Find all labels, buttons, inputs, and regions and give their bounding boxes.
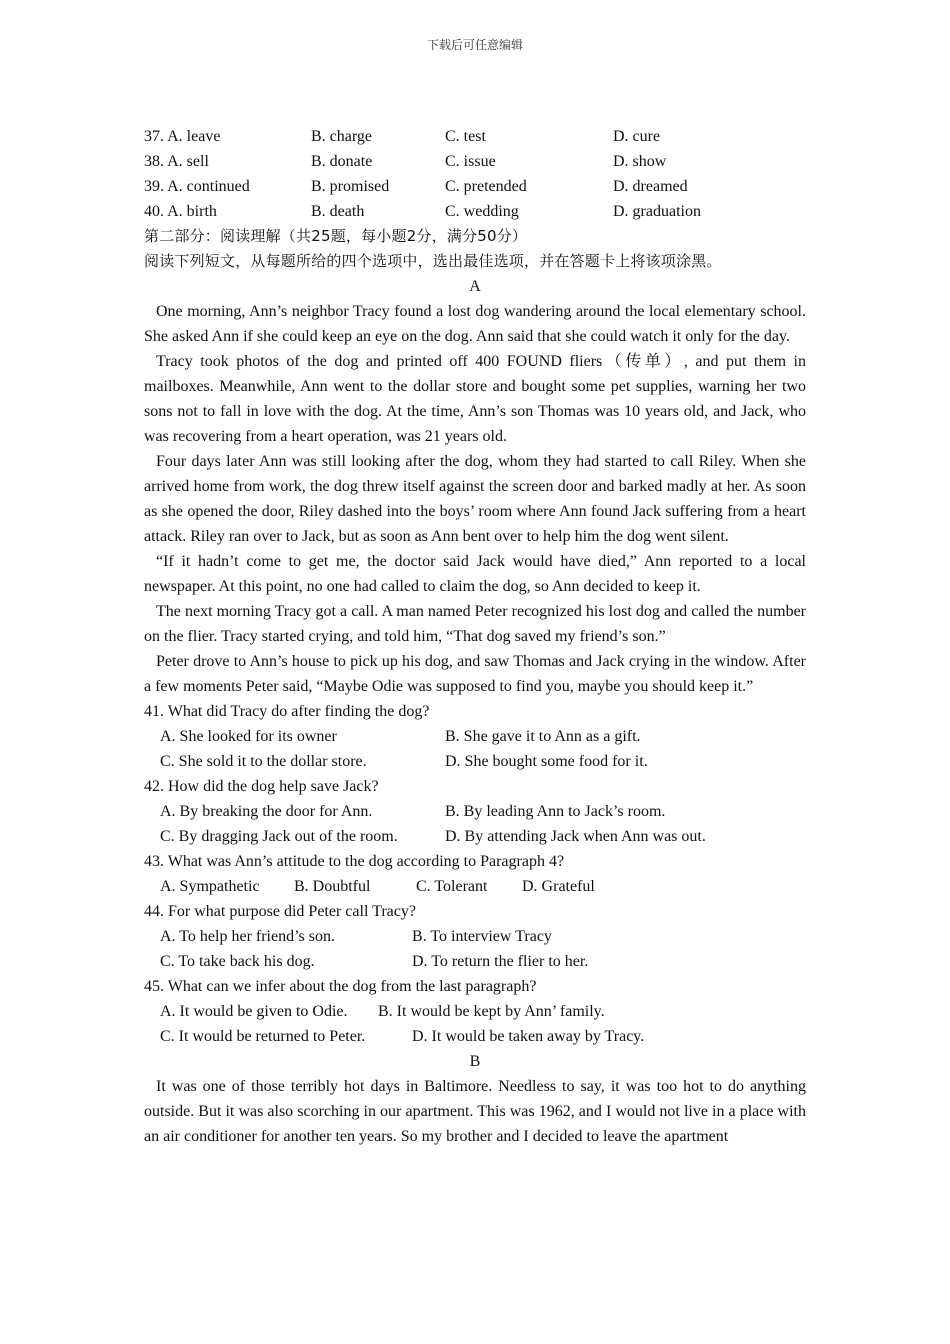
choice: C. It would be returned to Peter. bbox=[160, 1028, 366, 1045]
choice-row bbox=[144, 799, 806, 824]
choice: A. It would be given to Odie. bbox=[160, 1003, 348, 1020]
question-41 bbox=[144, 699, 806, 774]
instruction: 阅读下列短文，从每题所给的四个选项中，选出最佳选项，并在答题卡上将该项涂黑。 bbox=[144, 252, 722, 270]
question-stem: 42. How did the dog help save Jack? bbox=[144, 778, 379, 795]
choice: C. By dragging Jack out of the room. bbox=[160, 828, 398, 845]
option-a: 38. A. sell bbox=[144, 153, 209, 170]
choice: B. She gave it to Ann as a gift. bbox=[445, 728, 641, 745]
choice: D. By attending Jack when Ann was out. bbox=[445, 828, 706, 845]
choice-row bbox=[144, 824, 806, 849]
passage-paragraph: “If it hadn’t come to get me, the doctor said Jack would have died,” Ann reported to a local newspaper. At this point, no one had called to claim the dog, so Ann decided to keep it. bbox=[144, 553, 806, 595]
section-title: 第二部分：阅读理解（共25题，每小题2分，满分50分） bbox=[144, 227, 528, 245]
choice: A. Sympathetic bbox=[160, 878, 260, 895]
option-c: C. wedding bbox=[445, 203, 519, 220]
passage-paragraph: Tracy took photos of the dog and printed off 400 FOUND fliers（传单）, and put them in mailboxes. Meanwhile, Ann went to the dollar store and bought some pet supplies, warning her two sons not to fall in love with the dog. At the time, Ann’s son Thomas was 10 years old, and Jack, who was recovering from a heart operation, was 21 years old. bbox=[144, 353, 806, 445]
question-stem: 41. What did Tracy do after finding the dog? bbox=[144, 703, 430, 720]
option-row-39 bbox=[144, 174, 806, 199]
choice-row bbox=[144, 874, 806, 899]
choice: B. By leading Ann to Jack’s room. bbox=[445, 803, 666, 820]
passage-paragraph: Four days later Ann was still looking after the dog, whom they had started to call Riley. When she arrived home from work, the dog threw itself against the screen door and barked madly at her. As soon as she opened the door, Riley dashed into the boys’ room where Ann found Jack suffering from a heart attack. Riley ran over to Jack, but as soon as Ann bent over to help him the dog went silent. bbox=[144, 453, 806, 545]
question-stem: 44. For what purpose did Peter call Tracy? bbox=[144, 903, 416, 920]
passage-a-label: A bbox=[469, 278, 481, 295]
option-b: B. donate bbox=[311, 153, 373, 170]
choice: D. She bought some food for it. bbox=[445, 753, 648, 770]
question-42 bbox=[144, 774, 806, 849]
option-c: C. pretended bbox=[445, 178, 527, 195]
choice-row bbox=[144, 999, 806, 1024]
choice: B. To interview Tracy bbox=[412, 928, 552, 945]
passage-paragraph: Peter drove to Ann’s house to pick up his dog, and saw Thomas and Jack crying in the window. After a few moments Peter said, “Maybe Odie was supposed to find you, maybe you should keep it.” bbox=[144, 653, 806, 695]
passage-paragraph: It was one of those terribly hot days in Baltimore. Needless to say, it was too hot to do anything outside. But it was also scorching in our apartment. This was 1962, and I would not live in a place with an air conditioner for another ten years. So my brother and I decided to leave the apartment bbox=[144, 1078, 806, 1145]
question-44 bbox=[144, 899, 806, 974]
choice: C. She sold it to the dollar store. bbox=[160, 753, 367, 770]
option-c: C. test bbox=[445, 128, 486, 145]
option-row-38 bbox=[144, 149, 806, 174]
cloze-options bbox=[144, 124, 806, 224]
choice-row bbox=[144, 724, 806, 749]
option-row-37 bbox=[144, 124, 806, 149]
passage-paragraph: The next morning Tracy got a call. A man named Peter recognized his lost dog and called the number on the flier. Tracy started crying, and told him, “That dog saved my friend’s son.” bbox=[144, 603, 806, 645]
question-stem: 43. What was Ann’s attitude to the dog according to Paragraph 4? bbox=[144, 853, 565, 870]
choice-row bbox=[144, 749, 806, 774]
option-a: 37. A. leave bbox=[144, 128, 221, 145]
option-row-40 bbox=[144, 199, 806, 224]
question-45 bbox=[144, 974, 806, 1049]
choice: A. She looked for its owner bbox=[160, 728, 337, 745]
option-a: 40. A. birth bbox=[144, 203, 217, 220]
choice-row bbox=[144, 1024, 806, 1049]
choice: A. By breaking the door for Ann. bbox=[160, 803, 373, 820]
document-body bbox=[144, 124, 806, 1149]
option-d: D. cure bbox=[613, 128, 661, 145]
choice: B. Doubtful bbox=[294, 878, 371, 895]
option-d: D. dreamed bbox=[613, 178, 688, 195]
question-stem: 45. What can we infer about the dog from the last paragraph? bbox=[144, 978, 537, 995]
option-b: B. promised bbox=[311, 178, 390, 195]
option-d: D. show bbox=[613, 153, 667, 170]
page-header: 下载后可任意编辑 bbox=[426, 38, 523, 52]
choice-row bbox=[144, 924, 806, 949]
option-d: D. graduation bbox=[613, 203, 701, 220]
choice: B. It would be kept by Ann’ family. bbox=[378, 1003, 605, 1020]
option-b: B. charge bbox=[311, 128, 373, 145]
option-b: B. death bbox=[311, 203, 365, 220]
choice: C. Tolerant bbox=[416, 878, 488, 895]
option-c: C. issue bbox=[445, 153, 496, 170]
question-43 bbox=[144, 849, 806, 899]
choice: A. To help her friend’s son. bbox=[160, 928, 335, 945]
choice: D. It would be taken away by Tracy. bbox=[412, 1028, 645, 1045]
passage-paragraph: One morning, Ann’s neighbor Tracy found a lost dog wandering around the local elementary school. She asked Ann if she could keep an eye on the dog. Ann said that she could watch it only for the day. bbox=[144, 303, 806, 345]
option-a: 39. A. continued bbox=[144, 178, 250, 195]
passage-b-label: B bbox=[469, 1053, 481, 1070]
choice: C. To take back his dog. bbox=[160, 953, 315, 970]
choice: D. To return the flier to her. bbox=[412, 953, 589, 970]
choice-row bbox=[144, 949, 806, 974]
choice: D. Grateful bbox=[522, 878, 595, 895]
